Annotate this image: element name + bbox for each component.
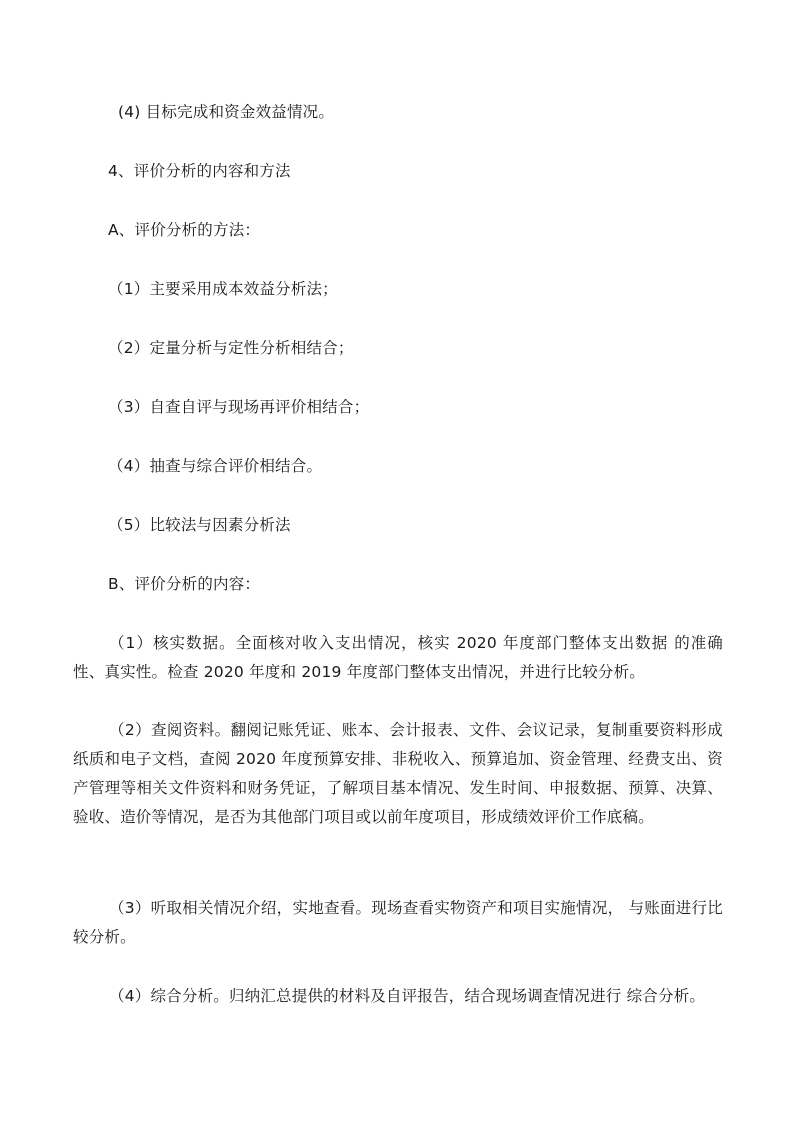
content-paragraph-2: （2）查阅资料。翻阅记账凭证、账本、会计报表、文件、会议记录，复制重要资料形成纸质和电子文档，查阅 2020 年度预算安排、非税收入、预算追加、资金管理、经费支出、资产管理等相关文件资料和财务凭证，了解项目基本情况、发生时间、申报数据、预算、决算、验收、造价等情况，是否为其他部门项目或以前年度项目，形成绩效评价工作底稿。 bbox=[73, 721, 723, 826]
item-target-completion: (4) 目标完成和资金效益情况。 bbox=[118, 103, 335, 121]
section-heading-evaluation: 4、评价分析的内容和方法 bbox=[108, 162, 291, 180]
content-paragraph-4: （4）综合分析。归纳汇总提供的材料及自评报告，结合现场调查情况进行 综合分析。 bbox=[109, 987, 706, 1005]
method-item-4: （4）抽查与综合评价相结合。 bbox=[108, 457, 323, 475]
method-item-2: （2）定量分析与定性分析相结合； bbox=[108, 339, 354, 357]
subheading-contents: B、评价分析的内容： bbox=[108, 575, 261, 593]
content-paragraph-3: （3）听取相关情况介绍，实地查看。现场查看实物资产和项目实施情况， 与账面进行比较分析。 bbox=[73, 899, 723, 946]
content-paragraph-1: （1）核实数据。全面核对收入支出情况，核实 2020 年度部门整体支出数据 的准确性、真实性。检查 2020 年度和 2019 年度部门整体支出情况，并进行比较分析。 bbox=[73, 634, 723, 681]
method-item-1: （1）主要采用成本效益分析法； bbox=[108, 280, 338, 298]
method-item-3: （3）自查自评与现场再评价相结合； bbox=[108, 398, 370, 416]
method-item-5: （5）比较法与因素分析法 bbox=[108, 516, 291, 534]
subheading-methods: A、评价分析的方法： bbox=[108, 221, 261, 239]
